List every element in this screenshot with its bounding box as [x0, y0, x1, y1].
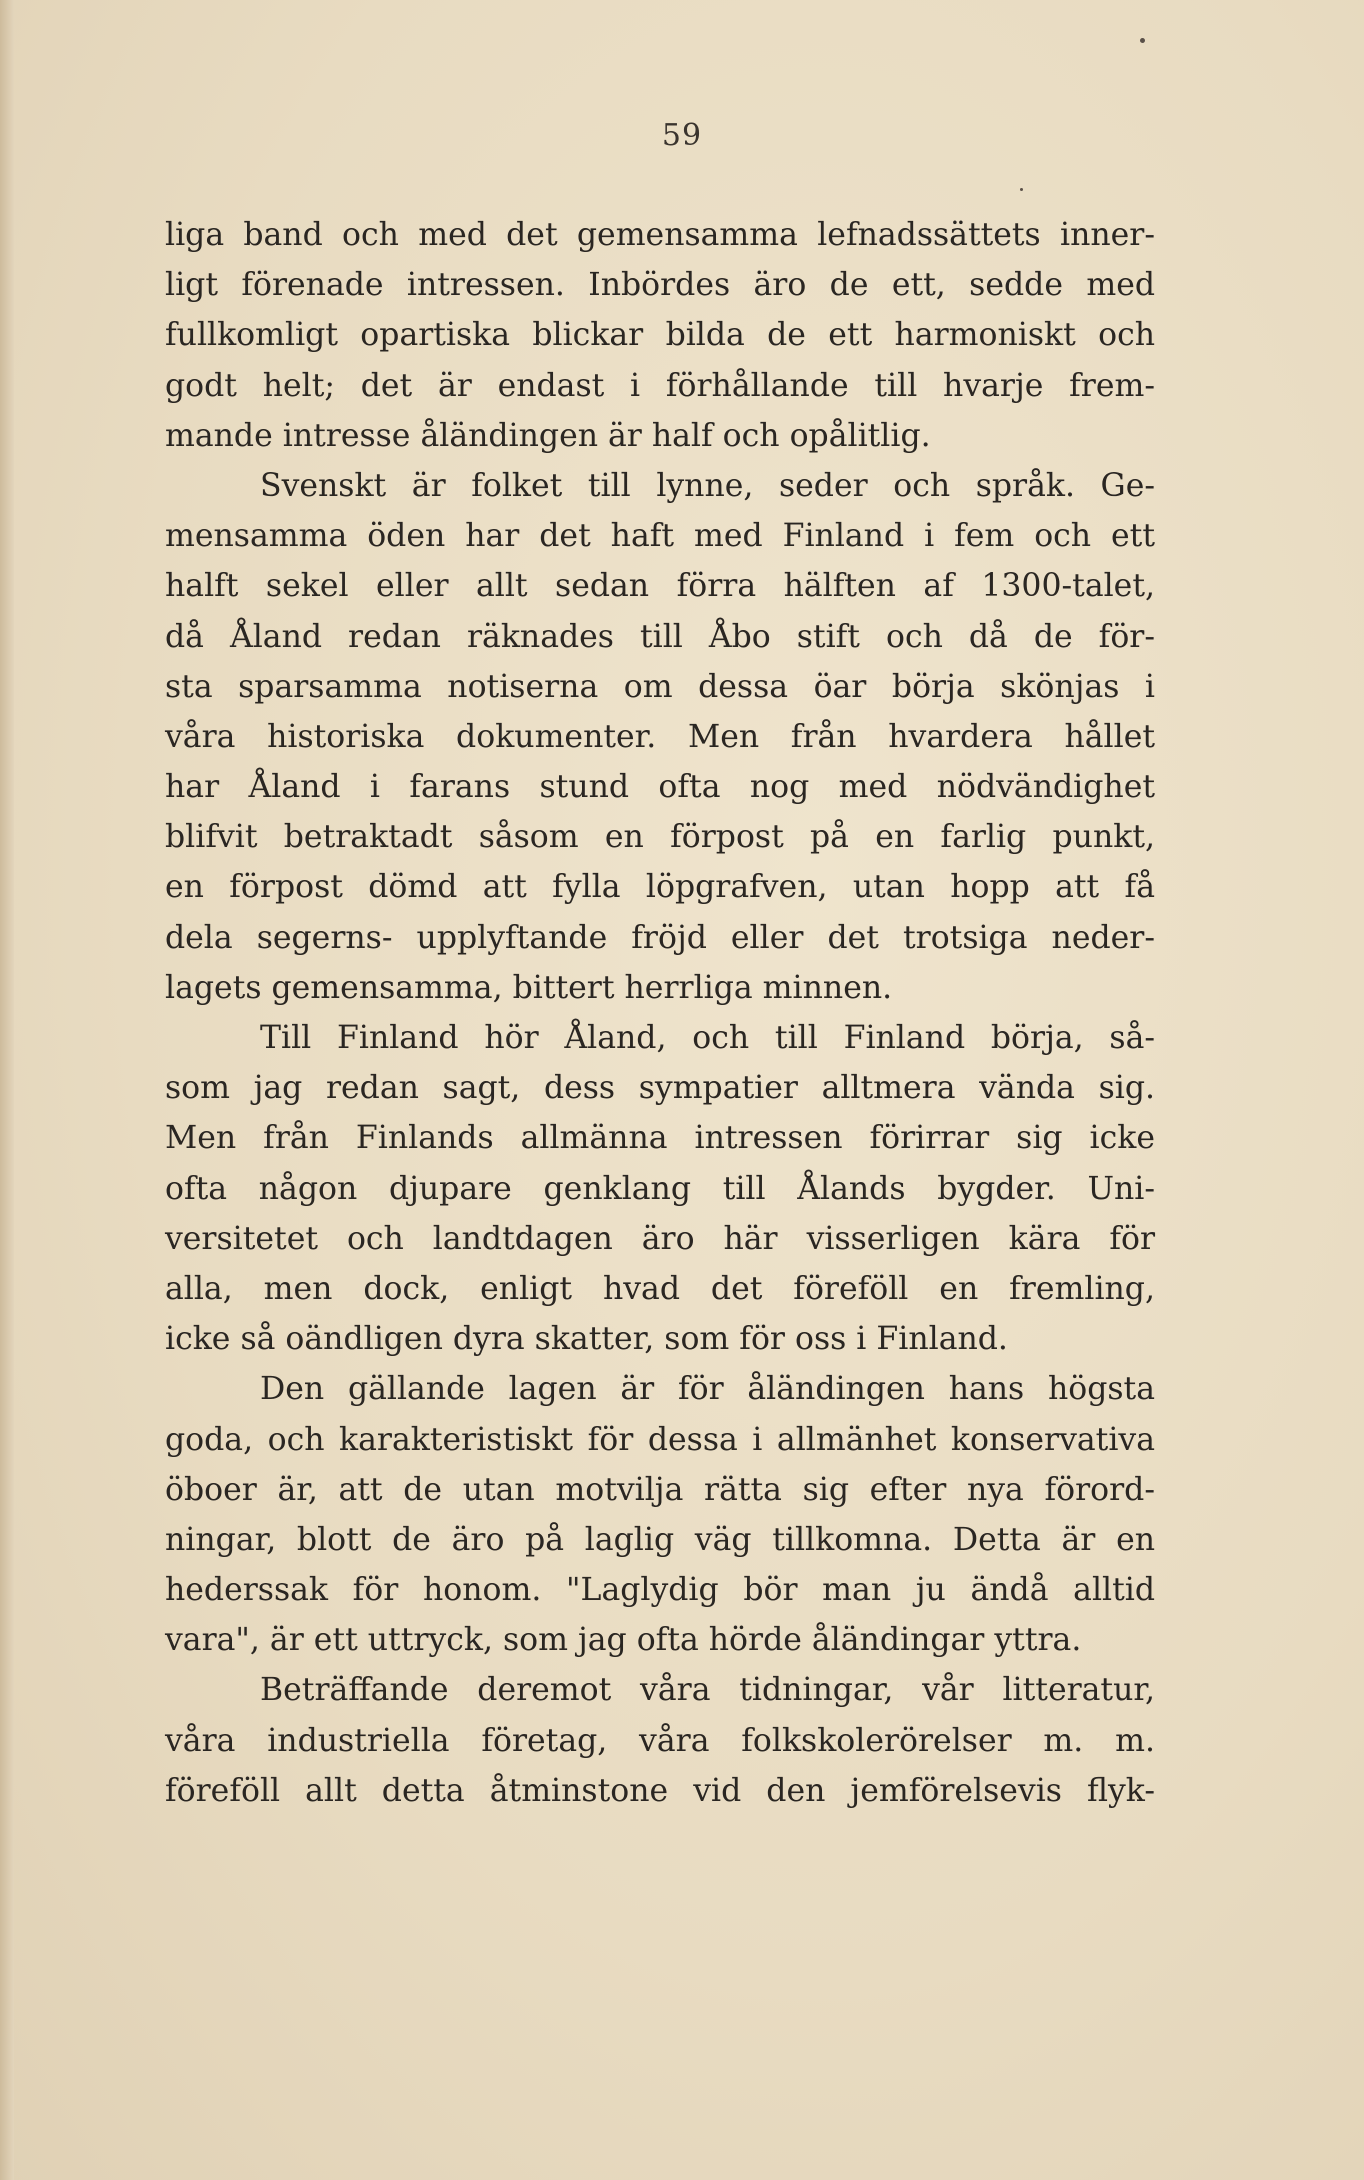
text-line: halft sekel eller allt sedan förra hälften af 1300-talet,	[165, 568, 1155, 605]
text-line: versitetet och landtdagen äro här visserligen kära för	[165, 1220, 1155, 1257]
text-line: då Åland redan räknades till Åbo stift och då de för-	[165, 618, 1155, 655]
text-line: dela segerns- upplyftande fröjd eller det trotsiga neder-	[165, 919, 1155, 956]
text-line: blifvit betraktadt såsom en förpost på en farlig punkt,	[165, 819, 1155, 856]
text-line: alla, men dock, enligt hvad det föreföll en fremling,	[165, 1270, 1155, 1307]
text-line: föreföll allt detta åtminstone vid den jemförelsevis flyk-	[165, 1772, 1155, 1809]
text-line: sta sparsamma notiserna om dessa öar börja skönjas i	[165, 668, 1155, 705]
text-line: ningar, blott de äro på laglig väg tillkomna. Detta är en	[165, 1521, 1155, 1558]
page-number: 59	[661, 118, 703, 153]
text-line: våra historiska dokumenter. Men från hvardera hållet	[165, 718, 1155, 755]
text-line: mensamma öden har det haft med Finland i fem och ett	[165, 518, 1155, 555]
text-line: lagets gemensamma, bittert herrliga minnen.	[165, 969, 893, 1006]
text-line: Den gällande lagen är för åländingen hans högsta	[260, 1371, 1155, 1408]
text-line: ofta någon djupare genklang till Ålands bygder. Uni-	[165, 1170, 1155, 1207]
text-line: Svenskt är folket till lynne, seder och språk. Ge-	[260, 467, 1155, 504]
page-binding-edge	[0, 0, 14, 2180]
ink-speck	[1140, 38, 1145, 43]
text-line: ligt förenade intressen. Inbördes äro de ett, sedde med	[165, 267, 1155, 304]
text-line: Men från Finlands allmänna intressen förirrar sig icke	[165, 1120, 1155, 1157]
body-text	[165, 210, 1155, 1816]
text-line: mande intresse åländingen är half och opålitlig.	[165, 417, 931, 454]
text-line: icke så oändligen dyra skatter, som för oss i Finland.	[165, 1321, 1008, 1358]
text-line: vara", är ett uttryck, som jag ofta hörde åländingar yttra.	[165, 1622, 1082, 1659]
text-line: har Åland i farans stund ofta nog med nödvändighet	[165, 769, 1155, 806]
text-line: hederssak för honom. "Laglydig bör man ju ändå alltid	[165, 1572, 1155, 1609]
text-line: som jag redan sagt, dess sympatier alltmera vända sig.	[165, 1070, 1155, 1107]
text-line: godt helt; det är endast i förhållande till hvarje frem-	[165, 367, 1155, 404]
text-line: fullkomligt opartiska blickar bilda de ett harmoniskt och	[165, 317, 1155, 354]
text-line: våra industriella företag, våra folkskolerörelser m. m.	[165, 1722, 1155, 1759]
text-line: öboer är, att de utan motvilja rätta sig efter nya förord-	[165, 1471, 1155, 1508]
ink-speck	[1020, 188, 1023, 191]
text-line: Beträffande deremot våra tidningar, vår litteratur,	[260, 1672, 1155, 1709]
text-line: en förpost dömd att fylla löpgrafven, utan hopp att få	[165, 869, 1155, 906]
text-line: liga band och med det gemensamma lefnadssättets inner-	[165, 217, 1155, 253]
text-line: Till Finland hör Åland, och till Finland börja, så-	[260, 1020, 1155, 1056]
text-line: goda, och karakteristiskt för dessa i allmänhet konservativa	[165, 1421, 1155, 1458]
